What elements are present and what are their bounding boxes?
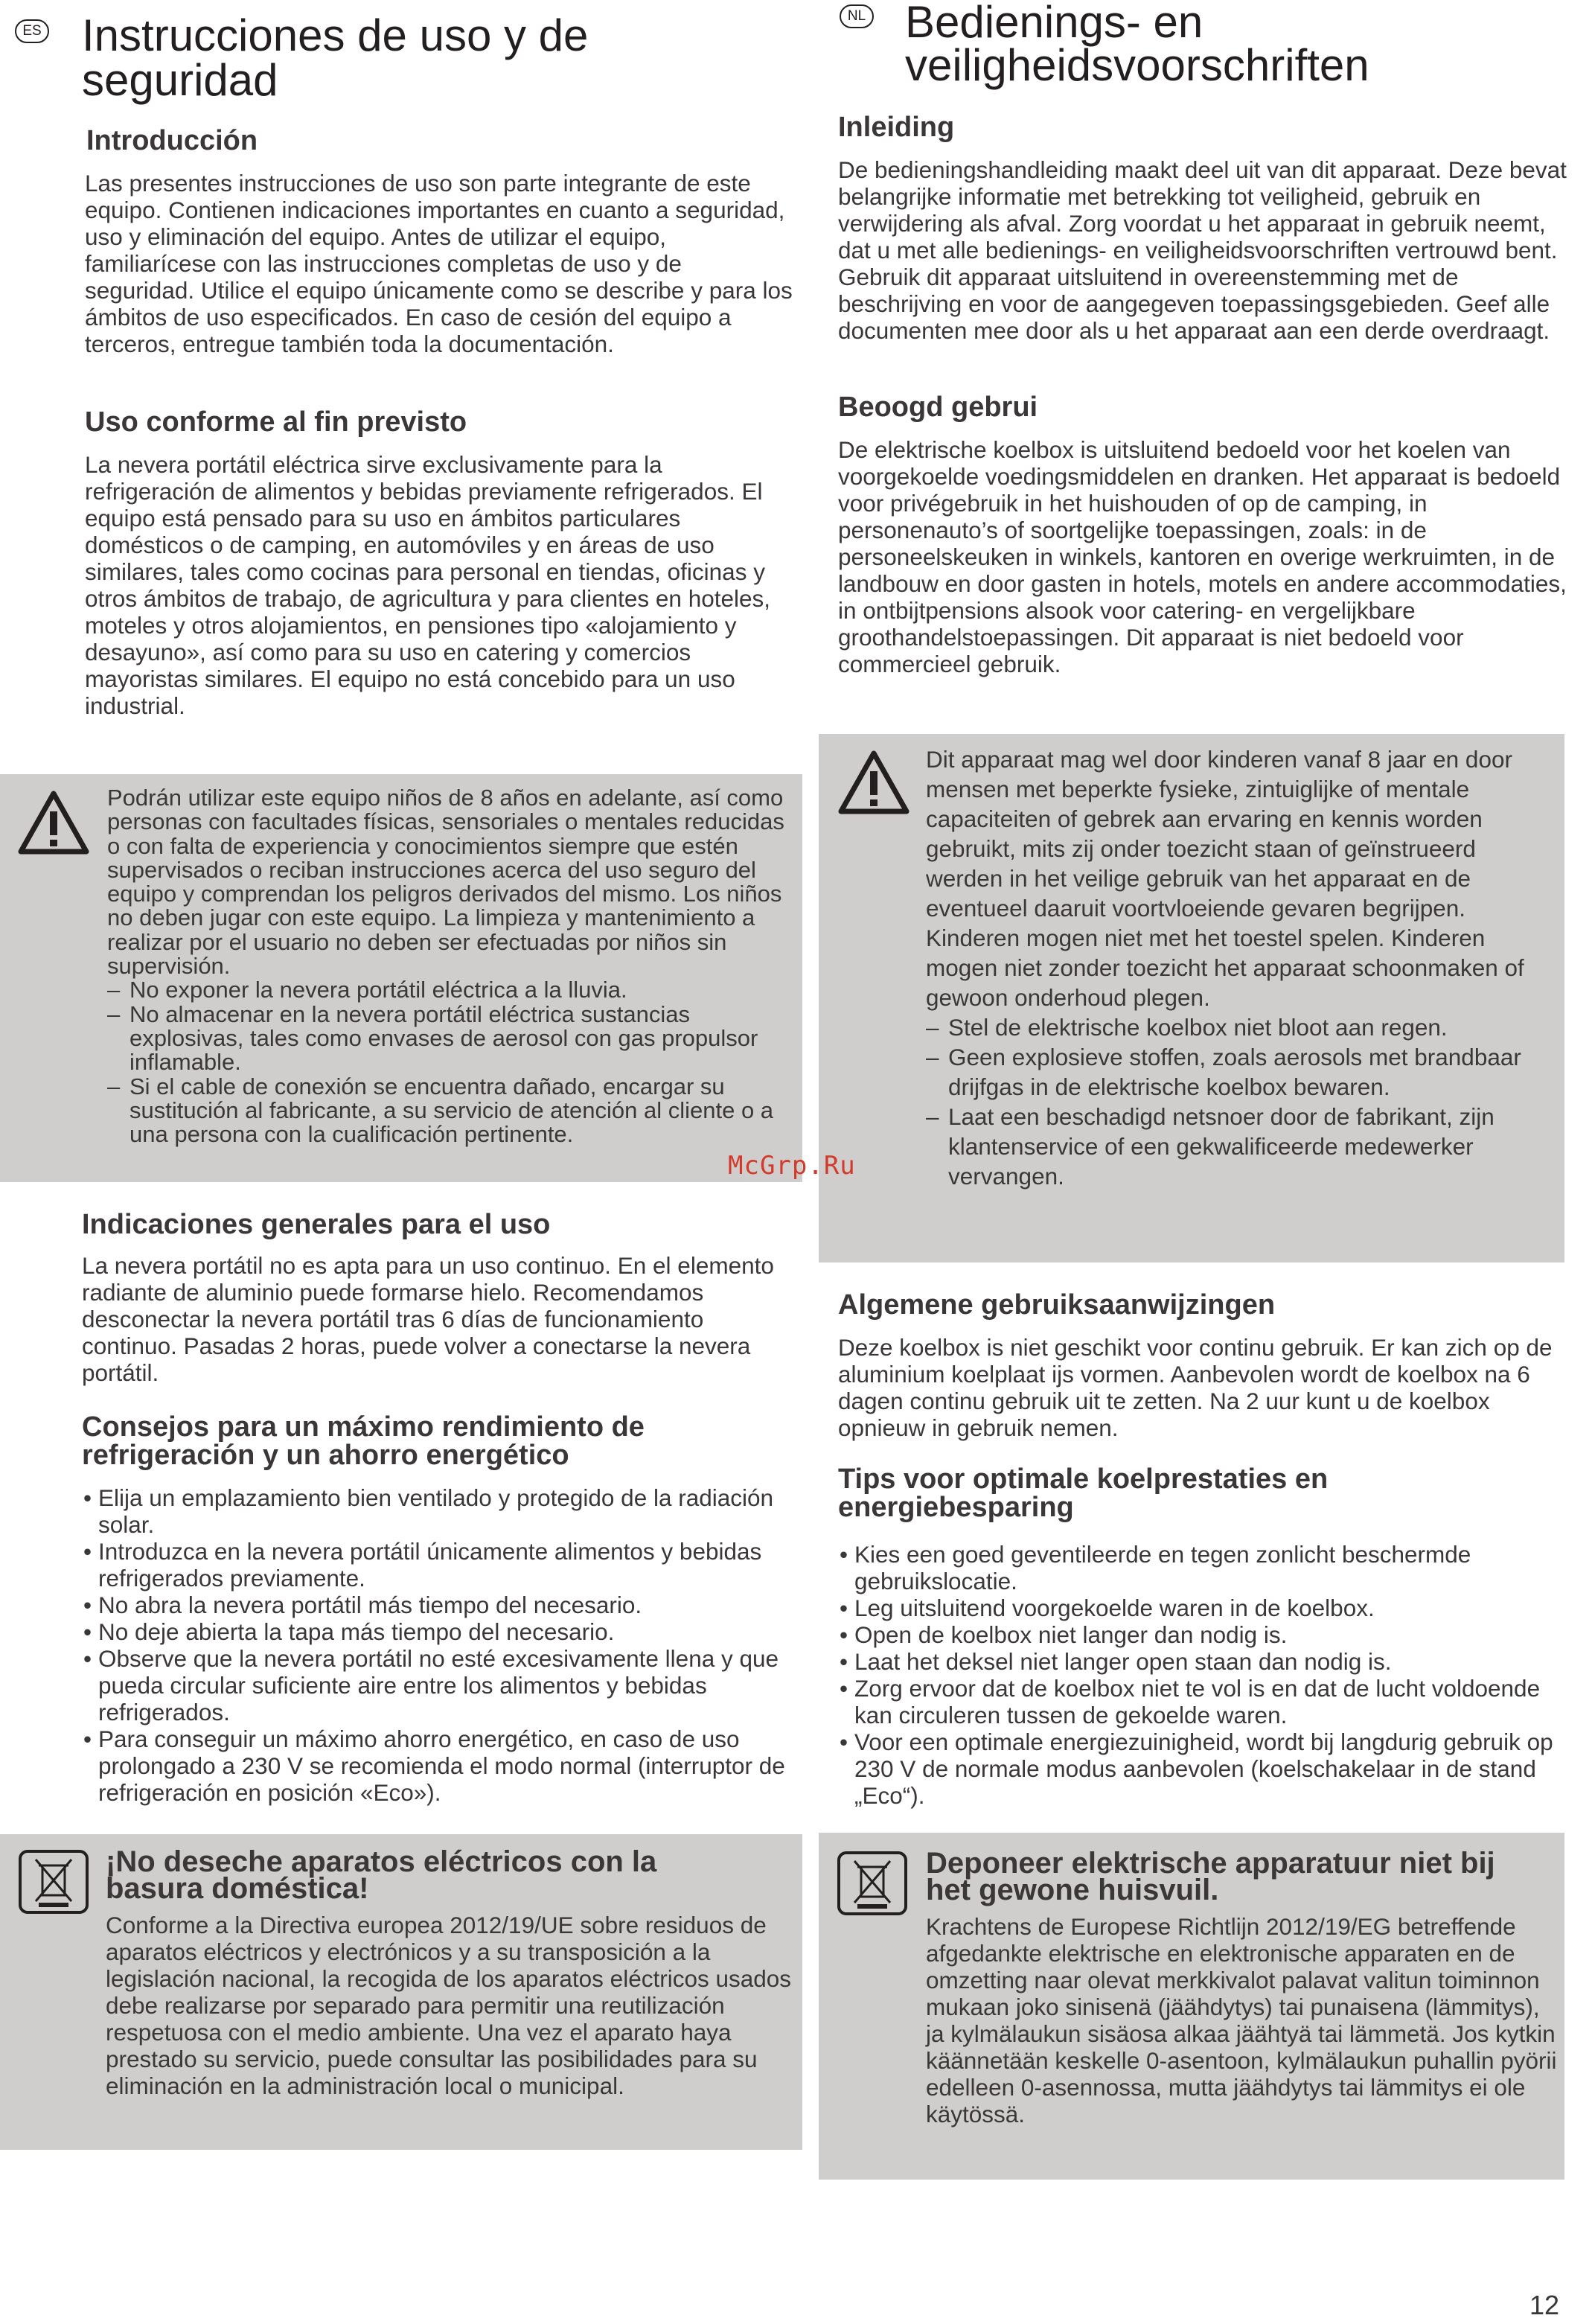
tips-list-es [83,1484,798,1806]
weee-bin-icon [837,1851,908,1916]
list-item: – No almacenar en la nevera portátil eléctrica sustancias explosivas, tales como envases de aerosol con gas propulsor inflamable. [107,1003,795,1075]
list-item: • Zorg ervoor dat de koelbox niet te vol is en dat de lucht voldoende kan circuleren tussen de gekoelde waren. [840,1675,1584,1728]
list-item: – Si el cable de conexión se encuentra dañado, encargar su sustitución al fabricante, a su servicio de atención al cliente o a una persona con la cualificación pertinente. [107,1075,795,1147]
tips-list-nl [840,1541,1584,1809]
warning-box-nl [819,734,1564,1262]
list-item: • No abra la nevera portátil más tiempo del necesario. [83,1592,798,1618]
disposal-heading-nl-line2: het gewone huisvuil. [926,1874,1219,1906]
list-item: • Elija un emplazamiento bien ventilado y protegido de la radiación solar. [83,1484,798,1538]
list-item: • Leg uitsluitend voorgekoelde waren in de koelbox. [840,1594,1584,1621]
intro-text-nl: De bedieningshandleiding maakt deel uit van dit apparaat. Deze bevat belangrijke informatie met betrekking tot veiligheid, gebruik en verwijdering als afval. Zorg voordat u het apparaat in gebruik neemt, dat u met alle bedienings- en veiligheidsvoorschriften vertrouwd bent. Gebruik dit apparaat uitsluitend in overeenstemming met de beschrijving en voor de aangegeven toepassingsgebieden. Geef alle documenten mee door als u het apparaat aan een derde overdraagt. [838,156,1567,344]
lang-badge-nl: NL [840,4,874,28]
list-item: – Stel de elektrische koelbox niet bloot aan regen. [926,1012,1559,1042]
intro-heading-es: Introducción [86,125,258,156]
list-item: • Kies een goed geventileerde en tegen zonlicht beschermde gebruikslocatie. [840,1541,1584,1594]
list-item: • Open de koelbox niet langer dan nodig is. [840,1621,1584,1648]
warning-content-es [107,786,795,1146]
list-item: – Laat een beschadigd netsnoer door de fabrikant, zijn klantenservice of een gekwalificeerde medewerker vervangen. [926,1102,1559,1191]
disposal-heading-es-line2: basura doméstica! [106,1872,369,1905]
warning-triangle-icon [16,789,91,856]
warning-list-nl [926,1012,1559,1191]
watermark: McGrp.Ru [728,1151,856,1181]
disposal-heading-nl-line1: Deponeer elektrische apparatuur niet bij [926,1847,1495,1880]
general-heading-nl: Algemene gebruiksaanwijzingen [838,1289,1276,1321]
list-item: • Para conseguir un máximo ahorro energético, en caso de uso prolongado a 230 V se recomienda el modo normal (interruptor de refrigeración en posición «Eco»). [83,1726,798,1806]
warning-triangle-icon [837,749,911,816]
tips-heading-nl-line2: energiebesparing [838,1492,1074,1523]
intro-text-es: Las presentes instrucciones de uso son parte integrante de este equipo. Contienen indicaciones importantes en cuanto a seguridad, uso y eliminación del equipo. Antes de utilizar el equipo, familiarícese con las instrucciones completas de uso y de seguridad. Utilice el equipo únicamente como se describe y para los ámbitos de uso especificados. En caso de cesión del equipo a terceros, entregue también toda la documentación. [85,170,793,357]
page-title-es-line2: seguridad [82,55,278,105]
list-item: • Voor een optimale energiezuinigheid, wordt bij langdurig gebruik op 230 V de normale modus aanbevolen (koelschakelaar in de stand „Eco“). [840,1728,1584,1809]
tips-heading-es-line1: Consejos para un máximo rendimiento de [82,1411,645,1443]
use-heading-nl: Beoogd gebrui [838,392,1038,423]
list-item: – Geen explosieve stoffen, zoals aerosols met brandbaar drijfgas in de elektrische koelbox bewaren. [926,1042,1559,1102]
warning-box-es [0,774,802,1182]
disposal-text-es: Conforme a la Directiva europea 2012/19/UE sobre residuos de aparatos eléctricos y electrónicos y a su transposición a la legislación nacional, la recogida de los aparatos eléctricos usados debe realizarse por separado para permitir una reutilización respetuosa con el medio ambiente. Una vez el aparato haya prestado su servicio, puede consultar las posibilidades para su eliminación en la administración local o municipal. [106,1912,792,2099]
list-item: • Observe que la nevera portátil no esté excesivamente llena y que pueda circular suficiente aire entre los alimentos y bebidas refrigerados. [83,1645,798,1726]
list-item: • Introduzca en la nevera portátil únicamente alimentos y bebidas refrigerados previamente. [83,1538,798,1592]
disposal-box-es [0,1834,802,2150]
weee-bin-icon [18,1849,89,1915]
list-item: • Laat het deksel niet langer open staan dan nodig is. [840,1648,1584,1675]
list-item: – No exponer la nevera portátil eléctrica a la lluvia. [107,978,795,1002]
general-heading-es: Indicaciones generales para el uso [82,1209,551,1240]
use-heading-es: Uso conforme al fin previsto [85,406,467,438]
disposal-heading-es-line1: ¡No deseche aparatos eléctricos con la [106,1845,657,1878]
page-number: 12 [1529,2290,1559,2320]
general-text-nl: Deze koelbox is niet geschikt voor continu gebruik. Er kan zich op de aluminium koelplaat ijs vormen. Aanbevolen wordt de koelbox na 6 dagen continu gebruik uit te zetten. Na 2 uur kunt u de koelbox opnieuw in gebruik nemen. [838,1334,1553,1441]
general-text-es: La nevera portátil no es apta para un uso continuo. En el elemento radiante de aluminio puede formarse hielo. Recomendamos desconectar la nevera portátil tras 6 días de funcionamiento continuo. Pasadas 2 horas, puede volver a conectarse la nevera portátil. [82,1252,774,1386]
use-text-es: La nevera portátil eléctrica sirve exclusivamente para la refrigeración de alimentos y bebidas previamente refrigerados. El equipo está pensado para su uso en ámbitos particulares domésticos o de camping, en automóviles y en áreas de uso similares, tales como cocinas para personal en tiendas, oficinas y otros ámbitos de trabajo, de agricultura y para clientes en hoteles, moteles y otros alojamientos, en pensiones tipo «alojamiento y desayuno», así como para su uso en catering y comercios mayoristas similares. El equipo no está concebido para un uso industrial. [85,451,771,719]
use-text-nl: De elektrische koelbox is uitsluitend bedoeld voor het koelen van voorgekoelde voedingsmiddelen en dranken. Het apparaat is bedoeld voor privégebruik in het huishouden of op de camping, in personenauto’s of soortgelijke toepassingen, zoals: in de personeelskeuken in winkels, kantoren en overige werkruimten, in de landbouw en door gasten in hotels, motels en andere accommodaties, in ontbijtpensions alsook voor catering- en vergelijkbare groothandelstoepassingen. Dit apparaat is niet bedoeld voor commercieel gebruik. [838,436,1567,677]
tips-heading-nl-line1: Tips voor optimale koelprestaties en [838,1463,1329,1495]
warning-content-nl [926,744,1559,1191]
tips-heading-es-line2: refrigeración y un ahorro energético [82,1440,569,1471]
disposal-text-nl: Krachtens de Europese Richtlijn 2012/19/EG betreffende afgedankte elektrische en elektronische apparaten en de omzetting naar olevat merkkivalot palavat valitun toiminnon mukaan joko sinisenä (jäähdytys) tai punaisena (lämmitys), ja kylmälaukun sisäosa alkaa jäähtyä tai lämmetä. Jos kytkin käännetään keskelle 0-asentoon, kylmälaukun puhallin pyörii edelleen 0-asennossa, mutta jäähdytys tai lämmitys ei ole käytössä. [926,1913,1557,2127]
lang-badge-es: ES [15,19,49,43]
page-title-nl-line2: veiligheidsvoorschriften [905,40,1369,90]
list-item: • No deje abierta la tapa más tiempo del necesario. [83,1618,798,1645]
warning-text-es: Podrán utilizar este equipo niños de 8 años en adelante, así como personas con facultades físicas, sensoriales o mentales reducidas o con falta de experiencia y conocimientos siempre que estén supervisados o reciban instrucciones acerca del uso seguro del equipo y comprendan los peligros derivados del mismo. Los niños no deben jugar con este equipo. La limpieza y mantenimiento a realizar por el usuario no deben ser efectuadas por niños sin supervisión. [107,785,784,980]
intro-heading-nl: Inleiding [838,112,955,143]
page-title-es-line1: Instrucciones de uso y de [82,10,589,60]
page-title-nl-line1: Bedienings- en [905,0,1203,47]
disposal-box-nl [819,1833,1564,2180]
warning-list-es [107,978,795,1146]
warning-text-nl: Dit apparaat mag wel door kinderen vanaf 8 jaar en door mensen met beperkte fysieke, zintuiglijke of mentale capaciteiten of gebrek aan ervaring en kennis worden gebruikt, mits zij onder toezicht staan of geïnstrueerd werden in het veilige gebruik van het apparaat en de eventueel daaruit voortvloeiende gevaren begrijpen. Kinderen mogen niet met het toestel spelen. Kinderen mogen niet zonder toezicht het apparaat schoonmaken of gewoon onderhoud plegen. [926,746,1524,1011]
